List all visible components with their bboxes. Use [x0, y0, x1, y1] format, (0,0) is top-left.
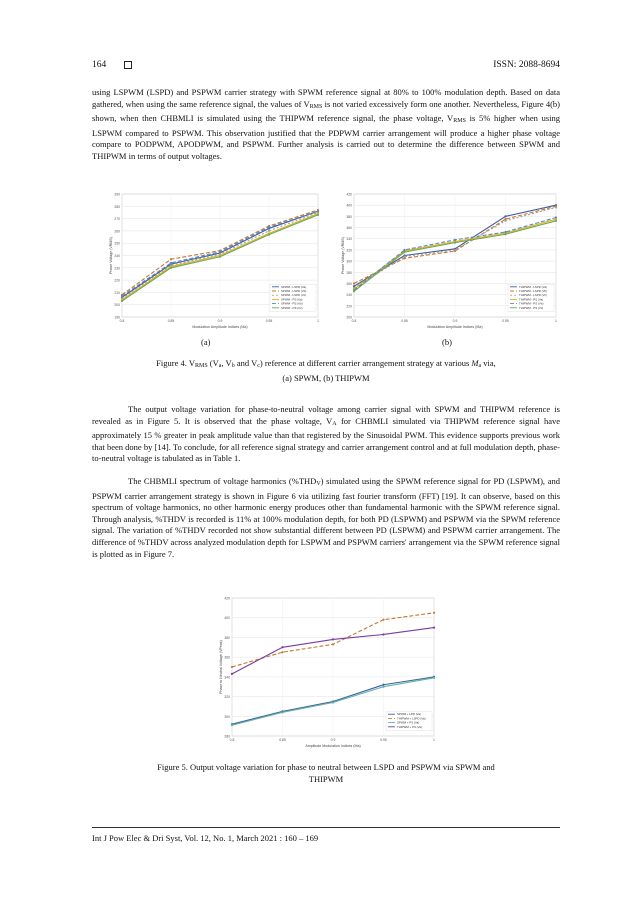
- y-tick-label: 400: [224, 616, 230, 621]
- y-tick-label: 360: [224, 655, 230, 660]
- y-tick-label: 200: [346, 315, 352, 320]
- y-axis-label: Phase Voltage (VRMS): [341, 237, 345, 274]
- y-tick-label: 190: [114, 315, 120, 320]
- y-tick-label: 200: [114, 303, 120, 308]
- data-point: [382, 684, 384, 686]
- x-axis-label: Modulation Amplitude Indices (Ma): [427, 325, 483, 329]
- y-tick-label: 320: [346, 248, 352, 253]
- x-tick-label: 0.95: [265, 319, 273, 323]
- data-point: [403, 256, 405, 258]
- data-point: [555, 216, 557, 218]
- data-point: [332, 701, 334, 703]
- x-tick-label: 1: [317, 319, 319, 323]
- figure-5-caption: Figure 5. Output voltage variation for phase to neutral between LSPD and PSPWM via SPWM and THIPWM: [157, 762, 495, 784]
- x-tick-label: 0.8: [229, 738, 235, 742]
- y-tick-label: 320: [224, 695, 230, 700]
- legend-label: THIPWM + PS (Va): [397, 724, 422, 729]
- data-point: [382, 686, 384, 688]
- data-point: [219, 256, 221, 258]
- paragraph-1: using LSPWM (LSPD) and PSPWM carrier strategy with SPWM reference signal at 80% to 100% modulation depth. Based on data gathered, when using the same reference signal, the values of $V_{RMS}$ is not varied excessively form one another. Nevertheless, Figure 4(b) shown, when then CHBMLI is simulated using the THIPWM reference signal, the phase voltage, $V_{RMS}$ is 5% higher when using LSPWM compared to PSPWM. This observation justified that the PDPWM carrier arrangement will produce a higher phase voltage compare to PODPWM, APODPWM, and PSPWM. Further analysis is carried out to determine the difference between SPWM and THIPWM in terms of output voltages.: [92, 87, 560, 161]
- data-point: [403, 249, 405, 251]
- legend-label: SPWM + LPD (Va): [397, 712, 421, 717]
- legend-label: THIPWM - PS (Vc): [519, 305, 544, 310]
- data-point: [504, 220, 506, 222]
- y-tick-label: 400: [346, 203, 352, 208]
- figure-4b-chart: [340, 188, 562, 333]
- data-point: [317, 210, 319, 212]
- x-tick-label: 0.9: [217, 319, 223, 323]
- y-tick-label: 230: [114, 266, 120, 271]
- legend-label: THIPWM - LSPD (Vc): [519, 293, 547, 298]
- y-tick-label: 240: [346, 293, 352, 298]
- y-axis-label: Phase Voltage (VRMS): [109, 237, 113, 274]
- y-tick-label: 340: [224, 675, 230, 680]
- y-tick-label: 360: [346, 226, 352, 231]
- legend-label: THIPWM + LSPD (Va): [397, 716, 426, 721]
- data-point: [504, 215, 506, 217]
- data-point: [454, 249, 456, 251]
- figure-4-caption: Figure 4. $V_{RMS}$ ($V_a$, $V_b$ and $V_c$) reference at different carrier arrangement strategy at various $M_a$ via, (a) SPWM, (b) THIPWM: [156, 358, 496, 383]
- data-point: [353, 290, 355, 292]
- legend-label: SPWM - PS (Va): [281, 297, 303, 302]
- footer-divider: [92, 827, 560, 828]
- figure-5-chart: [218, 592, 440, 752]
- legend-label: THIPWM - LSPD (Va): [519, 284, 547, 289]
- y-tick-label: 260: [346, 281, 352, 286]
- x-tick-label: 1: [433, 738, 435, 742]
- legend-label: SPWM - PS (Vb): [281, 301, 303, 306]
- figure-4a-label: (a): [201, 337, 211, 347]
- y-tick-label: 420: [224, 596, 230, 601]
- data-point: [231, 724, 233, 726]
- paragraph-2: The output voltage variation for phase-to-neutral voltage among carrier signal with SPWM and THIPWM reference is revealed as in Figure 5. It is observed that the phase voltage, $V_A$ for CHBMLI simulated via THIPWM reference signal have approximately 15 % greater in peak amplitude value than that registered by the Sinusoidal PWM. This evidence supports previous work that been done by [14]. To conclude, for all reference signal strategy and carrier arrangement control and at full modulation depth, phase-to-neutral voltage is tabulated as in Table 1.: [92, 404, 560, 464]
- data-point: [433, 612, 435, 614]
- legend-label: SPWM - LSPD (Vc): [281, 293, 307, 298]
- y-tick-label: 220: [114, 278, 120, 283]
- x-tick-label: 0.95: [502, 319, 509, 323]
- data-point: [268, 230, 270, 232]
- data-point: [332, 638, 334, 640]
- x-tick-label: 0.9: [330, 738, 336, 742]
- data-point: [382, 633, 384, 635]
- data-point: [353, 282, 355, 284]
- data-point: [121, 295, 123, 297]
- data-point: [504, 233, 506, 235]
- data-point: [231, 673, 233, 675]
- x-axis-label: Modulation Amplitude Indices (Ma): [192, 325, 248, 329]
- y-tick-label: 260: [114, 229, 120, 234]
- legend-label: SPWM - LSPD (Va): [281, 284, 307, 289]
- x-tick-label: 0.8: [351, 319, 357, 323]
- x-tick-label: 0.8: [119, 319, 125, 323]
- y-axis-label: Phase to Neutral Voltage (VPeak): [219, 640, 223, 694]
- data-point: [317, 214, 319, 216]
- data-point: [121, 300, 123, 302]
- y-tick-label: 280: [346, 270, 352, 275]
- data-point: [555, 206, 557, 208]
- data-point: [403, 251, 405, 253]
- y-tick-label: 380: [224, 635, 230, 640]
- data-point: [268, 226, 270, 228]
- data-point: [268, 233, 270, 235]
- y-tick-label: 380: [346, 214, 352, 219]
- data-point: [555, 220, 557, 222]
- data-point: [504, 231, 506, 233]
- y-tick-label: 280: [224, 734, 230, 739]
- data-point: [170, 267, 172, 269]
- data-point: [231, 666, 233, 668]
- legend-label: SPWM - LSPD (Vb): [281, 289, 307, 293]
- y-tick-label: 340: [346, 237, 352, 242]
- data-point: [454, 242, 456, 244]
- y-tick-label: 300: [224, 714, 230, 719]
- data-point: [281, 711, 283, 713]
- legend-label: SPWM - PS (Vc): [281, 305, 303, 310]
- data-point: [454, 239, 456, 241]
- y-tick-label: 290: [114, 192, 120, 197]
- legend-label: THIPWM - PS (Va): [519, 297, 544, 302]
- issn: ISSN: 2088-8694: [493, 60, 560, 70]
- legend-label: SPWM + PS (Va): [397, 720, 420, 725]
- y-tick-label: 300: [346, 259, 352, 264]
- y-tick-label: 250: [114, 241, 120, 246]
- square-icon: [124, 61, 132, 69]
- paragraph-3: The CHBMLI spectrum of voltage harmonics $(\%THD_V)$ simulated using the SPWM reference signal for PD (LSPWM), and PSPWM carrier arrangement strategy is shown in Figure 6 via utilizing fast fourier transform (FFT) [19]. It can observe, based on this spectrum of voltage harmonics, no other harmonic energy produces other than fundamental harmonic with the SPWM reference signal. Through analysis, %THDV is recorded is 11% at 100% modulation depth, for both PD (LSPWM) and PSPWM via the SPWM reference signal. The variation of %THDV recorded not show substantial different between PD (LSPWM) and PSPWM carrier arrangement. The difference of %THDV across analyzed modulation depth for LSPWM and PSPWM carriers' arrangement via the SPWM reference signal is plotted as in Figure 7.: [92, 476, 560, 559]
- y-tick-label: 270: [114, 217, 120, 222]
- data-point: [170, 258, 172, 260]
- x-tick-label: 0.9: [452, 319, 458, 323]
- x-tick-label: 0.85: [167, 319, 175, 323]
- footer-citation: Int J Pow Elec & Dri Syst, Vol. 12, No. 1, March 2021 : 160 – 169: [92, 833, 319, 843]
- x-axis-label: Amplitude Modulation Indices (Ma): [305, 744, 361, 748]
- x-tick-label: 0.85: [279, 738, 286, 742]
- x-tick-label: 0.85: [401, 319, 408, 323]
- y-tick-label: 280: [114, 204, 120, 209]
- y-tick-label: 420: [346, 192, 352, 197]
- data-point: [433, 626, 435, 628]
- data-point: [219, 251, 221, 253]
- data-point: [433, 677, 435, 679]
- y-tick-label: 240: [114, 254, 120, 258]
- figure-4a-chart: [108, 188, 324, 333]
- data-point: [382, 619, 384, 621]
- y-tick-label: 220: [346, 304, 352, 309]
- x-tick-label: 0.95: [380, 738, 387, 742]
- figure-4b-label: (b): [442, 337, 452, 347]
- data-point: [281, 651, 283, 653]
- legend-label: THIPWM - LSPD (Vb): [519, 289, 548, 293]
- data-point: [332, 643, 334, 645]
- legend-label: THIPWM - PS (Vb): [519, 301, 544, 306]
- x-tick-label: 1: [555, 319, 557, 323]
- data-point: [170, 262, 172, 264]
- data-point: [281, 646, 283, 648]
- y-tick-label: 210: [114, 290, 120, 295]
- page-number: 164: [92, 60, 107, 70]
